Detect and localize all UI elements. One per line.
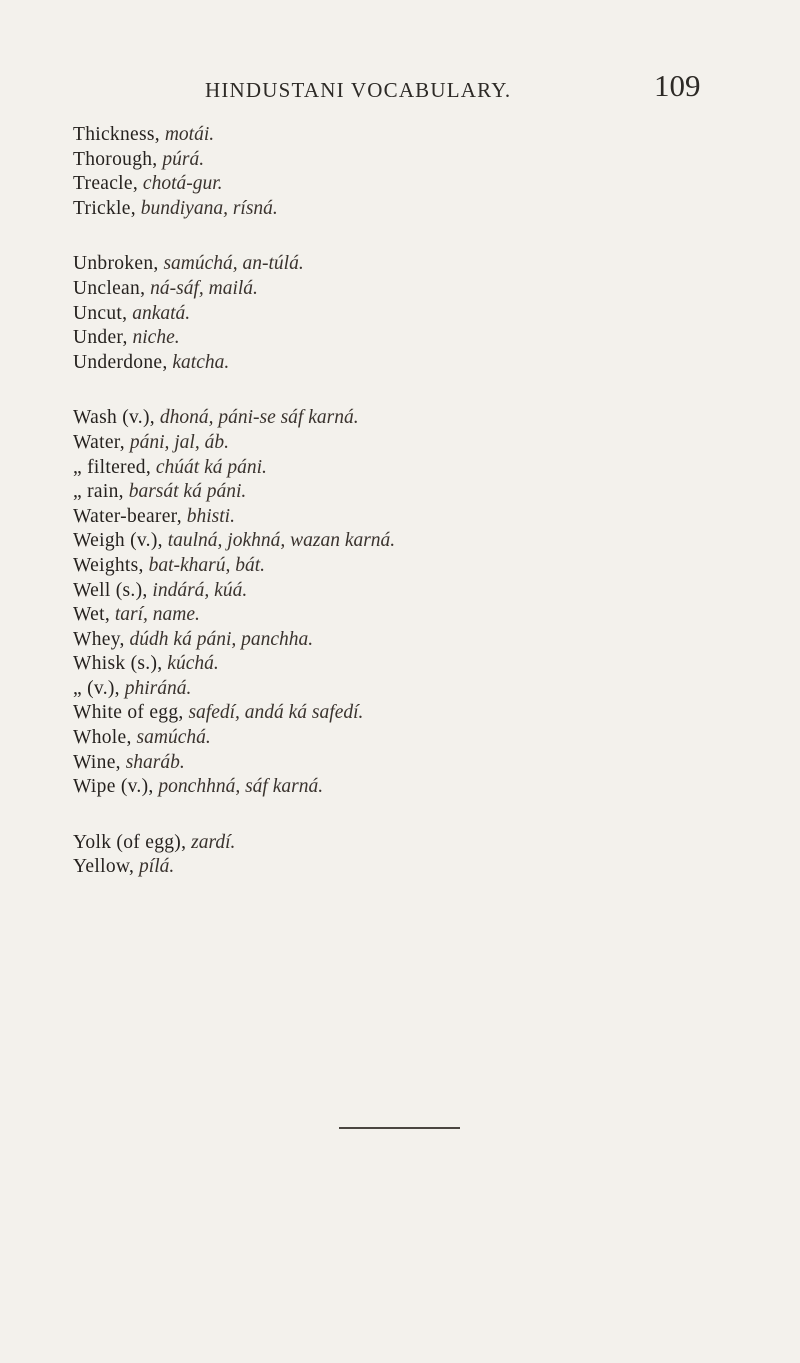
headword: Under,: [73, 327, 128, 349]
translation: páni, jal, áb.: [129, 431, 229, 453]
vocabulary-entry: [73, 252, 773, 277]
translation: taulná, jokhná, wazan karná.: [167, 530, 396, 552]
headword: „ filtered,: [73, 456, 152, 478]
vocabulary-entry: [73, 529, 773, 554]
entry-group: [73, 406, 773, 800]
vocabulary-entry: [73, 456, 773, 481]
translation: niche.: [132, 327, 180, 349]
vocabulary-entry: [73, 603, 773, 628]
headword: Unclean,: [73, 277, 146, 299]
vocabulary-entry: [73, 579, 773, 604]
translation: ponchhná, sáf karná.: [158, 776, 324, 798]
entry-group: [73, 123, 773, 221]
headword: Weigh (v.),: [73, 530, 163, 552]
translation: dhoná, páni-se sáf karná.: [159, 407, 359, 429]
headword: Wet,: [73, 604, 110, 626]
translation: barsát ká páni.: [128, 481, 247, 503]
headword: Wipe (v.),: [73, 776, 154, 798]
headword: Whisk (s.),: [73, 653, 163, 675]
entry-group: [73, 252, 773, 375]
headword: Underdone,: [73, 351, 168, 373]
vocabulary-entry: [73, 775, 773, 800]
headword: Trickle,: [73, 197, 136, 219]
vocabulary-entry: [73, 406, 773, 431]
vocabulary-entry: [73, 351, 773, 376]
vocabulary-entry: [73, 554, 773, 579]
vocabulary-entry: [73, 148, 773, 173]
headword: Whole,: [73, 727, 132, 749]
translation: chúát ká páni.: [155, 456, 267, 478]
translation: pílá.: [139, 856, 175, 878]
translation: ankatá.: [132, 302, 191, 324]
vocabulary-entry: [73, 677, 773, 702]
headword: Unbroken,: [73, 253, 159, 275]
vocabulary-entry: [73, 751, 773, 776]
translation: sharáb.: [125, 751, 185, 773]
headword: Whey,: [73, 628, 125, 650]
headword: Thickness,: [73, 124, 160, 145]
vocabulary-entry: [73, 326, 773, 351]
headword: Wash (v.),: [73, 407, 155, 429]
translation: chotá-gur.: [142, 173, 223, 195]
translation: ná-sáf, mailá.: [150, 277, 258, 299]
translation: katcha.: [172, 351, 230, 373]
vocabulary-entry: [73, 652, 773, 677]
translation: bat-kharú, bát.: [148, 554, 266, 576]
headword: Treacle,: [73, 173, 139, 195]
vocabulary-entry: [73, 123, 773, 148]
vocabulary-entry: [73, 480, 773, 505]
headword: Uncut,: [73, 302, 128, 324]
headword: White of egg,: [73, 702, 184, 724]
vocabulary-entry: [73, 855, 773, 880]
translation: indárá, kúá.: [152, 579, 248, 601]
running-title: HINDUSTANI VOCABULARY.: [205, 78, 512, 102]
translation: dúdh ká páni, panchha.: [129, 628, 314, 650]
vocabulary-entry: [73, 197, 773, 222]
translation: motái.: [164, 124, 215, 145]
headword: Water-bearer,: [73, 505, 182, 527]
vocabulary-entry: [73, 277, 773, 302]
translation: samúchá.: [136, 727, 211, 749]
headword: „ (v.),: [73, 677, 120, 699]
vocabulary-entry: [73, 302, 773, 327]
headword: Yellow,: [73, 856, 135, 878]
vocabulary-list: [73, 123, 773, 911]
headword: Wine,: [73, 751, 121, 773]
translation: phiráná.: [124, 677, 192, 699]
vocabulary-entry: [73, 831, 773, 856]
vocabulary-entry: [73, 172, 773, 197]
end-rule: [339, 1127, 460, 1129]
vocabulary-entry: [73, 701, 773, 726]
headword: Weights,: [73, 554, 144, 576]
translation: bundiyana, rísná.: [140, 197, 278, 219]
translation: bhisti.: [186, 505, 235, 527]
headword: Yolk (of egg),: [73, 831, 187, 853]
headword: Well (s.),: [73, 579, 148, 601]
translation: safedí, andá ká safedí.: [188, 702, 364, 724]
translation: kúchá.: [167, 653, 219, 675]
page-number: 109: [654, 68, 701, 103]
vocabulary-entry: [73, 431, 773, 456]
translation: tarí, name.: [114, 604, 200, 626]
vocabulary-entry: [73, 726, 773, 751]
entry-group: [73, 831, 773, 880]
vocabulary-entry: [73, 505, 773, 530]
vocabulary-entry: [73, 628, 773, 653]
translation: samúchá, an-túlá.: [163, 253, 304, 275]
headword: Thorough,: [73, 148, 158, 170]
headword: „ rain,: [73, 481, 124, 503]
headword: Water,: [73, 431, 125, 453]
translation: zardí.: [191, 831, 236, 853]
translation: púrá.: [162, 148, 205, 170]
